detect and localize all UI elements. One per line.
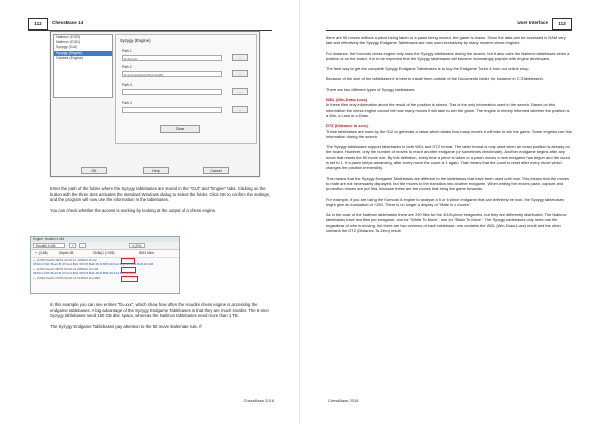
remove-line-button[interactable]: -	[79, 243, 86, 248]
paragraph: You can check whether the access is working by looking at the output of a chess engine.	[50, 207, 217, 213]
engine-eval: +- (3.88)	[35, 251, 48, 255]
engine-speed: 8921 kN/s	[139, 251, 154, 255]
path4-browse-button[interactable]: ...	[232, 106, 248, 113]
right-page-header	[326, 18, 572, 31]
list-item[interactable]: Nalimov (EGD)	[56, 40, 81, 45]
left-text-bottom	[50, 302, 272, 334]
path3-field[interactable]	[122, 89, 222, 95]
paragraph: In these files only information about the result of the position is stored. This is the only information used in the search. Based on this information the chess engine cannot tell how many moves it will take to win the game. The engine is merely informed whether the position is a Win, a Loss or a Draw.	[326, 102, 570, 118]
list-item[interactable]: Nalimov (EGR)	[56, 35, 81, 39]
paragraph: For example, if you are using the Komodo 8 engine to analyse a 5 or 6 piece endgame that can definitely be won, the Syzygy tablebases might give an evaluation of +250. There is no longer a display of "Mate in x moves".	[326, 196, 564, 207]
engine-line-text: +- (3.88) Depth=30/51 00:00:16 2050kN tb=104	[33, 266, 99, 271]
path3-browse-button[interactable]: ...	[232, 88, 248, 95]
right-page	[300, 0, 600, 424]
path2-label: Path 2	[122, 65, 132, 69]
cancel-button[interactable]: Cancel	[203, 167, 229, 174]
paragraph: There are two different types of Syzygy tablebases.	[326, 86, 416, 92]
path1-label: Path 1	[122, 49, 132, 53]
list-item[interactable]: Syzygy (GUI)	[56, 45, 78, 50]
clear-button[interactable]: Clear	[160, 125, 200, 133]
engine-depth: Depth=39	[59, 251, 74, 255]
right-text	[326, 35, 572, 238]
list-item[interactable]: Gaviota (Engine)	[56, 55, 83, 60]
paragraph: As in the case of the Nalimov tablebases there are 290 files for the 3/4/5-piece endgames, but they are differently distributed. The Nalimov tablebases have two files per endgame, one for "White To Move", one for "Black To Move". The Syzygy tablebases only need one file, regardless of who is moving, but there are two versions of each tablebase: one contains the WDL (Win-Draw-Loss) result and the other contains the DTZ (Distance-To-Zero) result.	[326, 212, 567, 234]
right-footer: ChessBase 2016	[328, 398, 359, 403]
engine-time: 25:8k(1 (+335)	[93, 251, 115, 255]
path3-label: Path 3	[122, 83, 132, 87]
tablebases-dialog	[50, 31, 260, 177]
engine-output-line: 35.Rc1 Kb6 36.a4 f5 37.Ke4 Bd1 38.Kf3 Ba6 39.f4 Bb5 40.Ke3 Bg4 41.Rb1	[33, 271, 137, 276]
engine-line-text: +- (3.88) Depth=31/55 00:00:21 5198kN tb=1288	[33, 275, 100, 280]
right-page-number: 113	[552, 18, 572, 30]
paragraph: This means that the Syzygy Endgame Tablebases are different to the tablebases that have been used until now. This means that the moves to mate are not necessarily displayed, but the moves to the transition into another endgame. When writing the moves pawn, capture and promotion moves are put first, because these are the moves that bring the game forwards.	[326, 175, 569, 192]
add-line-button[interactable]: +	[69, 243, 76, 248]
left-page-header	[28, 18, 272, 31]
help-button[interactable]: Help	[143, 167, 169, 174]
engine-window	[30, 236, 180, 294]
paragraph: The best way to get the complete Syzygy Endgame Tablebases is to buy the Endgame Turbo 4 from our online shop.	[326, 66, 530, 72]
paragraph: The Syzygy Endgame Tablebases pay attention to the 50 move stalemate rule. If	[50, 323, 202, 329]
paragraph: The Syzygy tablebases support tablebases in both WDL and DTZ format. The latter format is only used when an exact position is already on the board. However, only the number of moves to reach another endgame (or sometimes checkmate). Another endgame begins after any move that resets the 50 move rule. By this definition, every time a piece is taken or a pawn moves a new endgame has begun and the count is set to 1. If a pawn keeps advancing, after every move the count is 1 again. That means that the count is reset after every move which changes the position irreversibly.	[326, 144, 570, 171]
dtz-heading: DTZ (Distance to zero).	[326, 123, 369, 129]
list-item-selected[interactable]: Syzygy (Engine)	[54, 51, 112, 56]
path1-field[interactable]: D:\Syzygy	[122, 55, 222, 61]
engine-line-text: +- (3.88) Depth=29/51 00:00:12 1038kN tb=22	[33, 258, 97, 262]
path1-browse-button[interactable]: ...	[232, 54, 248, 61]
lines-count[interactable]: 4 (2%)	[129, 243, 145, 248]
engine-output-line	[31, 276, 179, 280]
left-text-top	[50, 186, 272, 218]
path4-field[interactable]	[122, 107, 222, 113]
paragraph: Enter the path of the folder where the Syzygy tablebases are stored in the "GUI" and "Engine" tabs. Clicking on the button with the three dots activates the standard Windows dialog to select the folder. Click OK to confirm the settings, and the program will now use the information in the tablebases.	[50, 186, 270, 203]
panel-title: Syzygy (Engine)	[120, 38, 151, 43]
engine-select[interactable]: Houdini 4 x64	[33, 243, 65, 248]
left-header-title: ChessBase 14	[52, 20, 84, 25]
syzygy-engine-panel	[115, 34, 257, 144]
paragraph: These tablebases are used by the GUI to generate a value which states how many moves it will take to win the game. Some engines use this information during the search.	[326, 128, 572, 139]
tb-hits-highlight	[121, 276, 138, 282]
engine-toolbar	[31, 242, 179, 250]
engine-output-line: 35.Rc1 Kb6 36.a4 f5 37.Ke4 Bd1 38.Kf3 Ba6 39.f4 Bb5 40.Ke3 Bg4 41.Rb1 Bc8 42.Kd3	[33, 262, 154, 267]
paragraph: there are 50 moves without a piece being taken or a pawn being moved, the game is drawn. Since the data can be accessed in RAM very fast and effectively the Syzygy Endgame Tablebases are now used exclusively by many modern chess engines.	[326, 35, 566, 46]
paragraph: In this example you can see entries "tb=xxx", which show how often the Houdini chess engine is accessing the endgame tablebases. A big advantage of the Syzygy Endgame Tablebases is that they are much smaller. The 6-men Syzygy tablebases need 150 GB disc space, whereas the Nalimov tablebases need more than 1 TB.	[50, 302, 269, 319]
tablebase-type-list[interactable]	[53, 34, 113, 98]
engine-window-title: Engine: Houdini 4 x64	[31, 237, 179, 242]
wdl-heading: WDL (Win-Draw-Loss)	[326, 97, 368, 103]
path2-browse-button[interactable]: ...	[232, 70, 248, 77]
paragraph: Because of the size of the tablebases it is best to install them outside of the Documents folder, for instance in C:\Tablebases\.	[326, 76, 544, 82]
engine-stats-bar	[31, 250, 179, 258]
paragraph: For instance, the Komodo chess engine only uses the Syzygy tablebases during the search, but it also uses the Nalimov tablebases when a position is on the board. It is to be expected that the Syzygy tablebases will become increasingly popular with engine developers.	[326, 50, 570, 61]
path2-field[interactable]: D:\syzygy\Syzygy\Syzygy345	[122, 71, 222, 77]
ok-button[interactable]: OK	[81, 167, 107, 174]
path4-label: Path 4	[122, 101, 132, 105]
left-footer: ChessBase 2016	[243, 398, 274, 403]
left-page-number: 112	[28, 18, 48, 30]
right-header-title: User Interface	[517, 20, 548, 25]
